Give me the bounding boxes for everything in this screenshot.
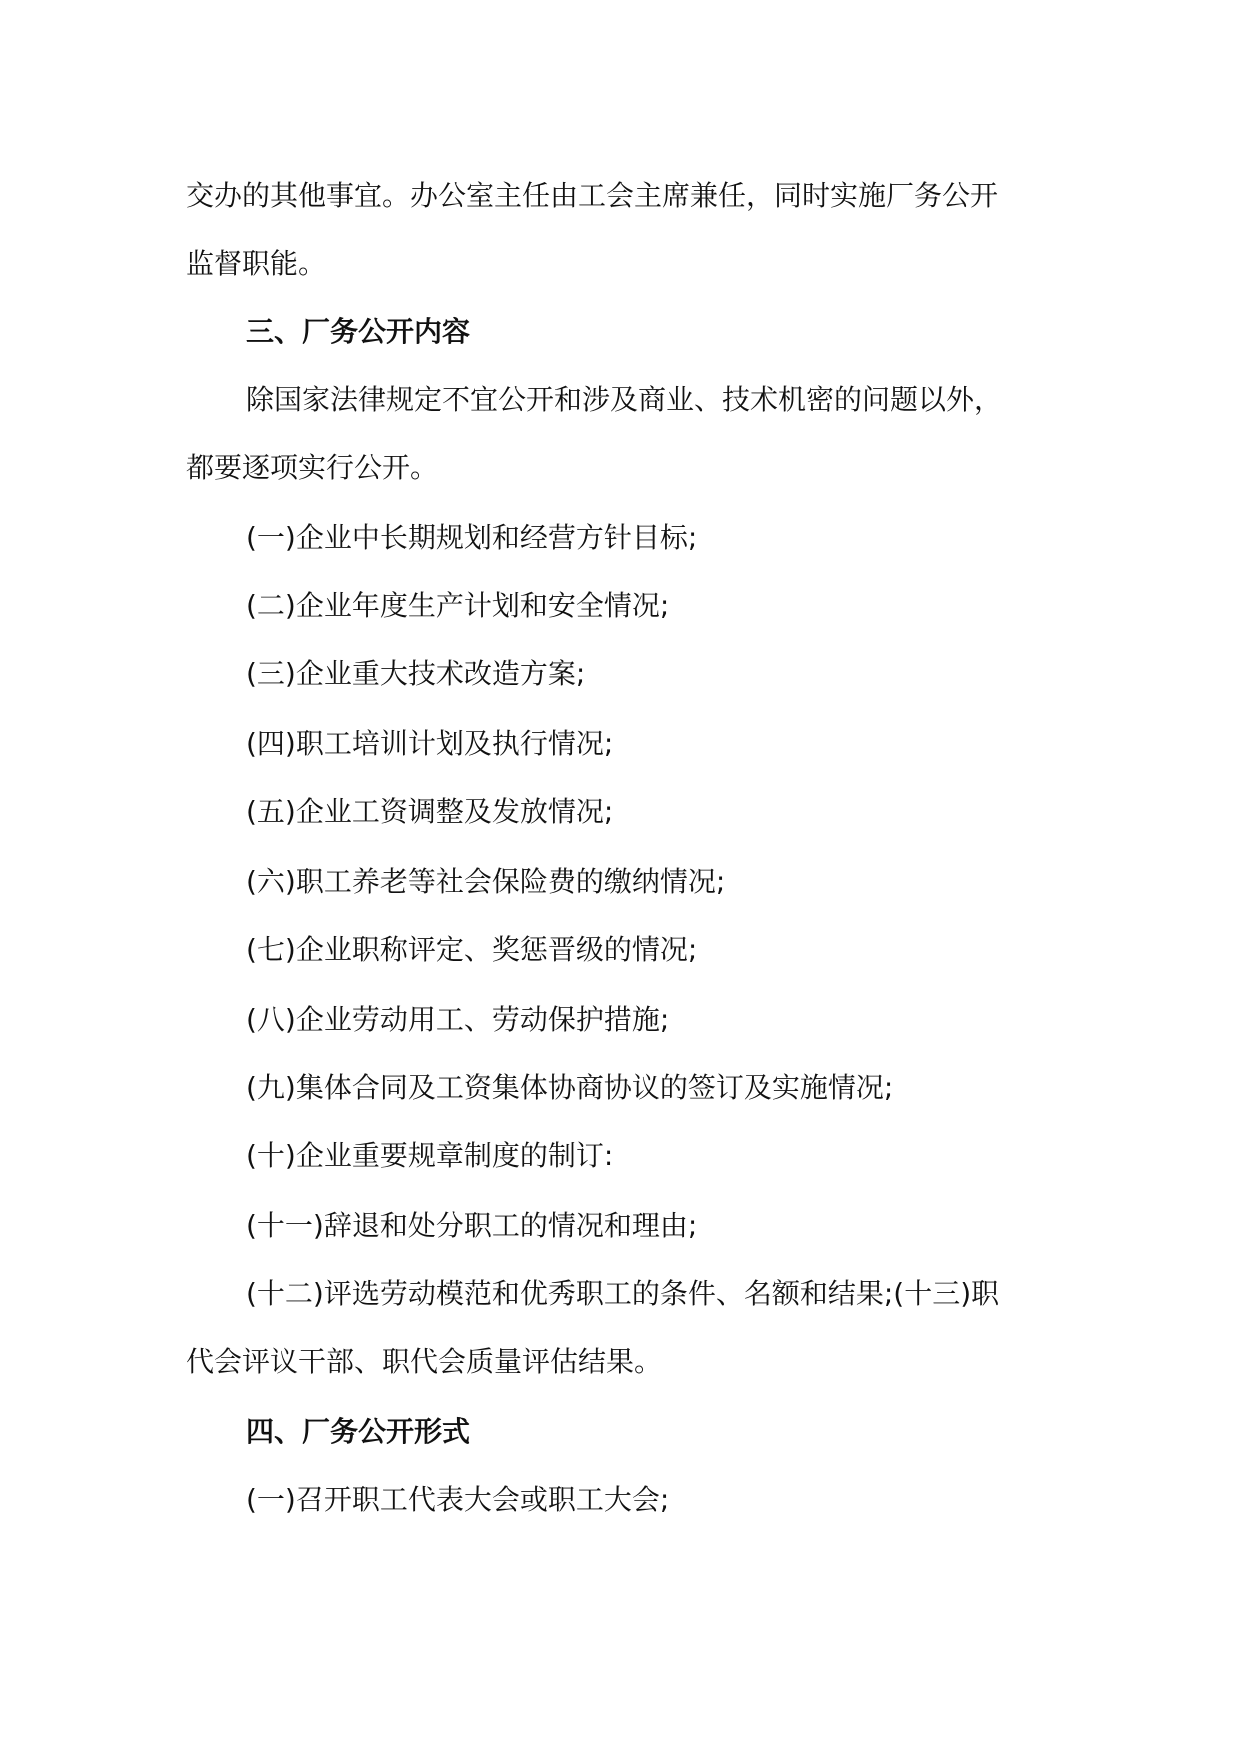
paragraph-line: 监督职能。 xyxy=(186,247,327,280)
list-item: (十二)评选劳动模范和优秀职工的条件、名额和结果;(十三)职 xyxy=(246,1277,1000,1310)
paragraph-line: 除国家法律规定不宜公开和涉及商业、技术机密的问题以外， xyxy=(246,383,1003,416)
list-item: (九)集体合同及工资集体协商协议的签订及实施情况; xyxy=(246,1071,894,1104)
list-item: (四)职工培训计划及执行情况; xyxy=(246,727,614,760)
list-item: (二)企业年度生产计划和安全情况; xyxy=(246,589,670,622)
list-item: (三)企业重大技术改造方案; xyxy=(246,657,586,690)
list-item: (十)企业重要规章制度的制订: xyxy=(246,1139,614,1172)
list-item: (七)企业职称评定、奖惩晋级的情况; xyxy=(246,933,698,966)
section-heading-3: 三、厂务公开内容 xyxy=(246,315,471,348)
list-item: (八)企业劳动用工、劳动保护措施; xyxy=(246,1003,670,1036)
section-heading-4: 四、厂务公开形式 xyxy=(246,1415,471,1448)
list-item: (一)召开职工代表大会或职工大会; xyxy=(246,1483,670,1516)
list-item-continuation: 代会评议干部、职代会质量评估结果。 xyxy=(186,1345,663,1378)
paragraph-line: 交办的其他事宜。办公室主任由工会主席兼任，同时实施厂务公开 xyxy=(186,179,999,212)
list-item: (十一)辞退和处分职工的情况和理由; xyxy=(246,1209,698,1242)
list-item: (一)企业中长期规划和经营方针目标; xyxy=(246,521,698,554)
list-item: (五)企业工资调整及发放情况; xyxy=(246,795,614,828)
list-item: (六)职工养老等社会保险费的缴纳情况; xyxy=(246,865,726,898)
paragraph-line: 都要逐项实行公开。 xyxy=(186,451,439,484)
